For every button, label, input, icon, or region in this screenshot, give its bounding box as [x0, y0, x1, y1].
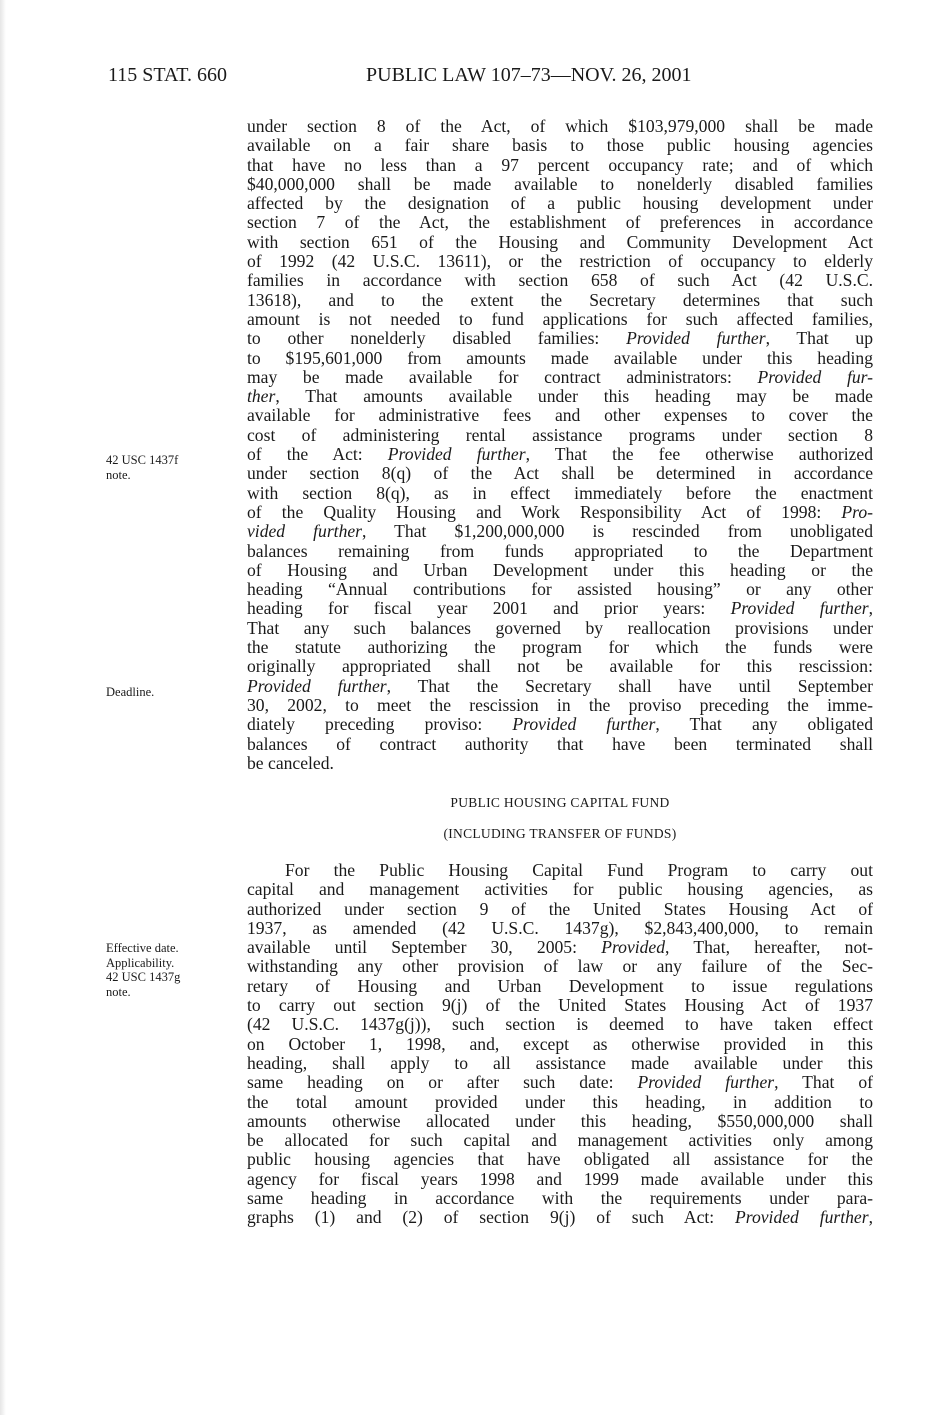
text-line	[247, 1073, 873, 1092]
text-segment: of the Quality Housing and Work Responsibility Act of 1998:	[247, 501, 842, 522]
text-line	[247, 977, 873, 996]
text-line	[247, 638, 873, 657]
italic-proviso: ther	[247, 386, 276, 407]
text-line	[247, 938, 873, 957]
margin-note-line: Effective date.	[106, 941, 179, 955]
public-law-title: PUBLIC LAW 107–73—NOV. 26, 2001	[366, 64, 692, 86]
italic-proviso: vided further	[247, 521, 363, 542]
margin-note-line: note.	[106, 467, 131, 482]
text-line	[247, 1208, 873, 1227]
text-line	[247, 754, 873, 773]
text-segment: on October 1, 1998, and, except as otherwise provided in this	[247, 1033, 873, 1054]
text-line	[247, 957, 873, 976]
running-header	[0, 64, 949, 94]
text-segment: be allocated for such capital and management activities only among	[247, 1130, 873, 1151]
text-line	[247, 735, 873, 754]
text-segment: authorized under section 9 of the United States Housing Act of	[247, 898, 873, 919]
paragraph-capital-fund	[247, 861, 873, 1228]
text-segment: , That any obligated	[655, 714, 874, 735]
text-segment: be canceled.	[247, 752, 334, 773]
text-line	[247, 368, 873, 387]
text-line	[247, 213, 873, 232]
text-segment: with section 8(q), as in effect immediately before the enactment	[247, 482, 873, 503]
text-segment: with section 651 of the Housing and Community Development Act	[247, 231, 873, 252]
text-segment: to carry out section 9(j) of the United States Housing Act of 1937	[247, 995, 873, 1016]
text-segment: , That amounts available under this heading may be made	[275, 386, 873, 407]
italic-proviso: Provided fur-	[757, 366, 873, 387]
text-segment: (42 U.S.C. 1437g(j)), such section is deemed to have taken effect	[247, 1014, 873, 1035]
text-line	[247, 657, 873, 676]
text-line	[247, 1150, 873, 1169]
text-segment: 1937, as amended (42 U.S.C. 1437g), $2,843,400,000, to remain	[247, 917, 873, 938]
margin-note-deadline	[106, 685, 154, 700]
section-subheading: (INCLUDING TRANSFER OF FUNDS)	[443, 826, 677, 841]
text-segment: the statute authorizing the program for which the funds were	[247, 637, 873, 658]
italic-proviso: Provided further	[735, 1207, 869, 1228]
text-line	[247, 919, 873, 938]
text-segment: cost of administering rental assistance programs under section 8	[247, 424, 873, 445]
text-line	[247, 522, 873, 541]
text-segment: families in accordance with section 658 of such Act (42 U.S.C.	[247, 270, 873, 291]
margin-note-line: Applicability.	[106, 955, 175, 970]
text-segment: 13618), and to the extent the Secretary determines that such	[247, 289, 873, 310]
text-line	[247, 677, 873, 696]
text-segment: originally appropriated shall not be available for this rescission:	[247, 656, 873, 677]
text-line	[247, 996, 873, 1015]
text-line	[247, 252, 873, 271]
text-line	[247, 503, 873, 522]
text-segment: 30, 2002, to meet the rescission in the proviso preceding the imme-	[247, 694, 873, 715]
text-segment: capital and management activities for public housing agencies, as	[247, 879, 873, 900]
text-segment: public housing agencies that have obligated all assistance for the	[247, 1149, 873, 1170]
text-segment: , That, hereafter, not-	[665, 937, 873, 958]
text-line	[247, 426, 873, 445]
text-line	[247, 233, 873, 252]
text-segment: , That $1,200,000,000 is rescinded from unobligated	[362, 521, 873, 542]
text-line	[247, 387, 873, 406]
text-segment: heading “Annual contributions for assisted housing” or any other	[247, 579, 873, 600]
text-line	[247, 861, 873, 880]
text-segment: diately preceding proviso:	[247, 714, 513, 735]
text-segment: to $195,601,000 from amounts made available under this heading	[247, 347, 873, 368]
text-segment: of 1992 (42 U.S.C. 13611), or the restriction of occupancy to elderly	[247, 251, 873, 272]
text-segment: same heading in accordance with the requirements under para-	[247, 1188, 873, 1209]
text-line	[247, 715, 873, 734]
text-segment: to other nonelderly disabled families:	[247, 328, 627, 349]
italic-proviso: Provided further	[626, 328, 766, 349]
text-line	[247, 310, 873, 329]
text-line	[247, 580, 873, 599]
text-line	[247, 1112, 873, 1131]
text-segment: same heading on or after such date:	[247, 1072, 638, 1093]
text-line	[247, 542, 873, 561]
text-line	[247, 880, 873, 899]
text-segment: that have no less than a 97 percent occupancy rate; and of which	[247, 154, 873, 175]
text-segment: under section 8 of the Act, of which $103,979,000 shall be made	[247, 116, 873, 136]
text-segment: available for administrative fees and other expenses to cover the	[247, 405, 873, 426]
text-segment: balances of contract authority that have been terminated shall	[247, 733, 873, 754]
text-line	[247, 156, 873, 175]
text-segment: balances remaining from funds appropriated to the Department	[247, 540, 873, 561]
text-segment: retary of Housing and Urban Development to issue regulations	[247, 975, 873, 996]
margin-note-line: 42 USC 1437f	[106, 453, 179, 467]
text-line	[247, 900, 873, 919]
text-line	[247, 117, 873, 136]
text-segment: amounts otherwise allocated under this heading, $550,000,000 shall	[247, 1110, 873, 1131]
text-line	[247, 1035, 873, 1054]
text-line	[247, 1054, 873, 1073]
text-segment: may be made available for contract administrators:	[247, 366, 758, 387]
text-line	[247, 1170, 873, 1189]
text-line	[247, 1131, 873, 1150]
text-segment: of the Act:	[247, 444, 388, 465]
text-segment: heading for fiscal year 2001 and prior years:	[247, 598, 731, 619]
text-line	[247, 1015, 873, 1034]
text-segment: affected by the designation of a public housing development under	[247, 193, 873, 214]
text-segment: amount is not needed to fund applications for such affected families,	[247, 308, 873, 329]
text-line	[247, 175, 873, 194]
text-segment: available on a fair share basis to those public housing agencies	[247, 135, 873, 156]
text-segment: under section 8(q) of the Act shall be determined in accordance	[247, 463, 873, 484]
text-segment: section 7 of the Act, the establishment of preferences in accordance	[247, 212, 873, 233]
margin-note-line: note.	[106, 984, 131, 999]
text-segment: the total amount provided under this heading, in addition to	[247, 1091, 873, 1112]
text-segment: For the Public Housing Capital Fund Program to carry out	[285, 860, 873, 880]
page-edge-shadow	[0, 0, 6, 1415]
italic-proviso: Provided further	[637, 1072, 775, 1093]
italic-proviso: Provided further	[387, 444, 526, 465]
text-line	[247, 464, 873, 483]
text-segment: of Housing and Urban Development under this heading or the	[247, 559, 873, 580]
text-segment: ,	[868, 598, 874, 619]
text-segment: withstanding any other provision of law or any failure of the Sec-	[247, 956, 873, 977]
text-line	[247, 599, 873, 618]
text-line	[247, 561, 873, 580]
statute-page-number: 115 STAT. 660	[108, 64, 227, 86]
margin-note-line: Deadline.	[106, 685, 155, 699]
text-segment: , That of	[774, 1072, 874, 1093]
text-line	[247, 194, 873, 213]
margin-note-effective-date	[106, 941, 180, 999]
text-line	[247, 484, 873, 503]
text-line	[247, 406, 873, 425]
text-segment: heading, shall apply to all assistance made available under this	[247, 1052, 873, 1073]
text-line	[247, 1189, 873, 1208]
text-line	[247, 329, 873, 348]
text-line	[247, 271, 873, 290]
text-line	[247, 696, 873, 715]
section-heading: PUBLIC HOUSING CAPITAL FUND	[450, 795, 670, 810]
text-line	[247, 136, 873, 155]
italic-proviso: Provided further	[730, 598, 869, 619]
text-segment: agency for fiscal years 1998 and 1999 made available under this	[247, 1168, 873, 1189]
text-segment: , That up	[765, 328, 874, 349]
margin-note-42-usc-1437f	[106, 453, 178, 482]
text-line	[247, 1093, 873, 1112]
text-segment: ,	[868, 1207, 873, 1228]
italic-proviso: Pro-	[841, 501, 873, 522]
text-segment: , That the Secretary shall have until September	[386, 675, 874, 696]
text-line	[247, 445, 873, 464]
text-line	[247, 349, 873, 368]
margin-note-line: 42 USC 1437g	[106, 970, 181, 984]
text-line	[247, 291, 873, 310]
italic-proviso: Provided	[601, 937, 666, 958]
paragraph-section-8-provisos	[247, 117, 873, 773]
text-segment: That any such balances governed by reallocation provisions under	[247, 617, 873, 638]
text-segment: , That the fee otherwise authorized	[525, 444, 874, 465]
italic-proviso: Provided further	[247, 675, 387, 696]
text-segment: available until September 30, 2005:	[247, 937, 602, 958]
text-line	[247, 619, 873, 638]
text-segment: $40,000,000 shall be made available to nonelderly disabled families	[247, 173, 873, 194]
text-segment: graphs (1) and (2) of section 9(j) of such Act:	[247, 1207, 736, 1228]
italic-proviso: Provided further	[512, 714, 656, 735]
